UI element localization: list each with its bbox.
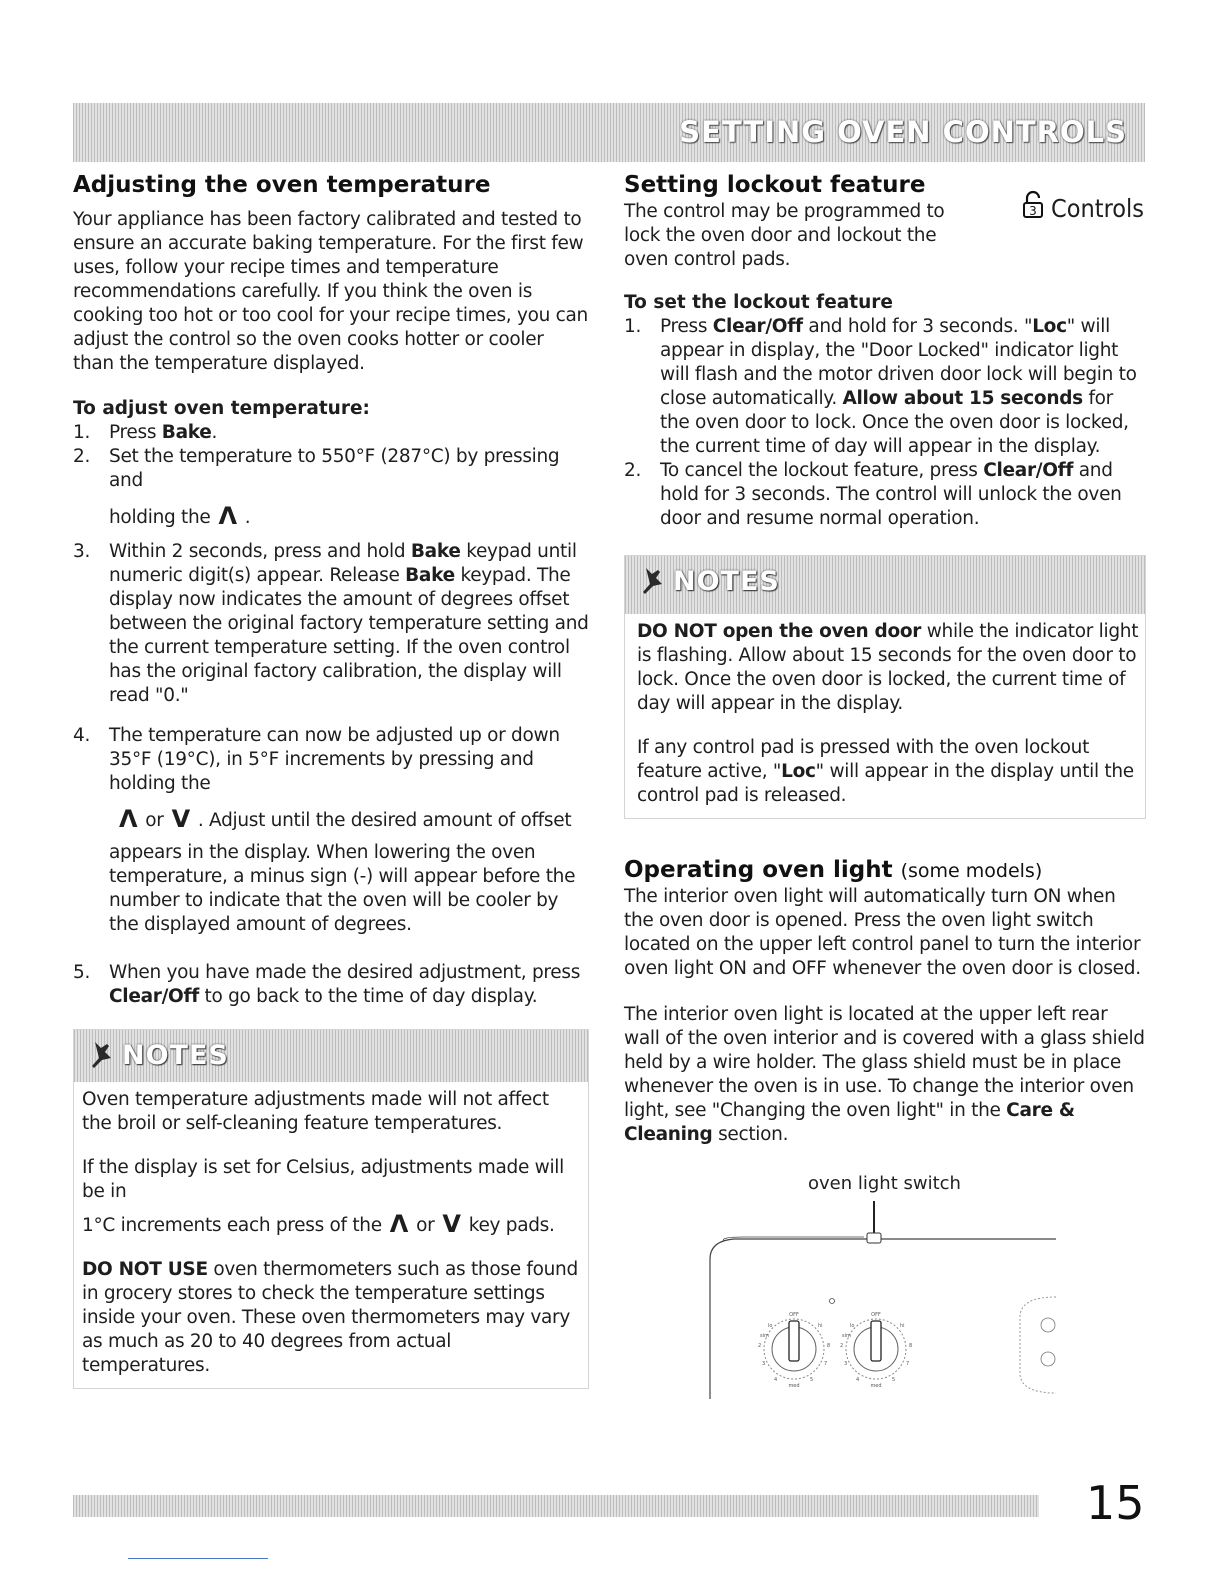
left-column <box>73 172 589 1389</box>
svg-text:med: med <box>870 1383 882 1389</box>
notes-body: Oven temperature adjustments made will not affect the broil or self-cleaning feature temperatures. If the display is set for Celsius, adjustments made will be in 1°C increments each press of the Λ or V key pads. DO NOT USE oven thermometers such as those found in grocery stores to check the temperature settings inside your oven. These oven thermometers may vary as much as 20 to 40 degrees from actual temperatures. <box>82 1089 578 1376</box>
pushpin-icon <box>88 1040 114 1070</box>
adjust-intro: Your appliance has been factory calibrated and tested to ensure an accurate baking temperature. For the first few uses, follow your recipe times and temperature recommendations carefully. If you think the oven is cooking too hot or too cool for your recipe times, you can adjust the control so the oven cooks hotter or cooler than the temperature displayed. <box>73 209 588 374</box>
svg-text:5: 5 <box>810 1377 814 1383</box>
adjust-steps <box>73 421 589 1009</box>
lockout-section <box>624 172 1146 272</box>
bottom-rule <box>128 1558 268 1559</box>
svg-text:OFF: OFF <box>871 1312 881 1318</box>
svg-text:5: 5 <box>892 1377 896 1383</box>
header-band <box>73 103 1145 162</box>
page-title: SETTING OVEN CONTROLS <box>679 115 1127 149</box>
light-switch-icon <box>867 1233 881 1243</box>
notes-title: NOTES <box>673 566 780 597</box>
list-item: 1. Press Bake. <box>73 422 218 443</box>
svg-text:med: med <box>788 1383 800 1389</box>
notes-box-temperature <box>73 1029 589 1389</box>
list-item: 1. Press Clear/Off and hold for 3 seconds. "Loc" will appear in display, the "Door Locked" indicator light will flash and the motor driven door lock will begin to close automatically. Allow about 15 seconds for the oven door to lock. Once the oven door is locked, the current time of day will appear in the display. <box>624 316 1137 457</box>
list-item: 2. Set the temperature to 550°F (287°C) by pressing and holding the Λ . <box>73 446 560 530</box>
knob-right-icon <box>840 1312 912 1389</box>
notes-title: NOTES <box>122 1040 229 1071</box>
section-heading-light: Operating oven light (some models) <box>624 857 1043 883</box>
svg-text:2: 2 <box>840 1343 844 1349</box>
svg-text:sim: sim <box>842 1333 851 1339</box>
svg-text:4: 4 <box>856 1377 860 1383</box>
page-number: 15 <box>1086 1476 1145 1530</box>
control-panel-drawing <box>624 1197 1064 1402</box>
knob-left-icon <box>758 1312 830 1389</box>
lockout-subheading: To set the lockout feature <box>624 292 893 313</box>
adjust-subheading: To adjust oven temperature: <box>73 398 370 419</box>
up-arrow-icon: Λ <box>389 1210 409 1238</box>
svg-text:8: 8 <box>909 1343 913 1349</box>
light-paragraph-2: The interior oven light is located at the upper left rear wall of the oven interior and is covered with a glass shield held by a wire holder. The glass shield must be in place whenever the oven is in use. To change the interior oven light, see "Changing the oven light" in the Care & Cleaning section. <box>624 1004 1145 1145</box>
up-arrow-icon: Λ <box>119 805 138 833</box>
section-heading-lockout: Setting lockout feature <box>624 172 926 198</box>
controls-reference: 3 Controls <box>1022 190 1144 223</box>
right-column <box>624 172 1146 1403</box>
svg-text:OFF: OFF <box>789 1312 799 1318</box>
svg-text:4: 4 <box>774 1377 778 1383</box>
section-heading-adjust: Adjusting the oven temperature <box>73 172 491 198</box>
down-arrow-icon: V <box>442 1210 461 1238</box>
pushpin-icon <box>639 566 665 596</box>
svg-text:3: 3 <box>1029 204 1037 218</box>
svg-text:hi: hi <box>818 1323 823 1329</box>
notes-body: DO NOT open the oven door while the indicator light is flashing. Allow about 15 seconds for the oven door to lock. Once the oven door is locked, the current time of day will appear in the display. If any control pad is pressed with the oven lockout feature active, "Loc" will appear in the display until the control pad is released. <box>637 621 1139 806</box>
svg-text:2: 2 <box>758 1343 762 1349</box>
svg-text:8: 8 <box>827 1343 831 1349</box>
up-arrow-icon: Λ <box>218 502 237 530</box>
lockout-intro: The control may be programmed to lock the oven door and lockout the oven control pads. <box>624 201 945 270</box>
svg-text:7: 7 <box>906 1361 910 1367</box>
light-paragraph-1: The interior oven light will automatically turn ON when the oven door is opened. Press the oven light switch located on the upper left control panel to turn the interior oven light ON and OFF whenever the oven door is closed. <box>624 886 1141 979</box>
list-item: 3. Within 2 seconds, press and hold Bake keypad until numeric digit(s) appear. Release Bake keypad. The display now indicates the amount of degrees offset between the original factory temperature setting and the current temperature setting. If the oven control has the original factory calibration, the display will read "0." <box>73 541 589 706</box>
down-arrow-icon: V <box>171 805 190 833</box>
svg-text:lo: lo <box>768 1323 773 1329</box>
svg-text:3: 3 <box>762 1361 766 1367</box>
notes-header <box>625 556 1145 614</box>
svg-text:7: 7 <box>824 1361 828 1367</box>
notes-header <box>74 1030 588 1082</box>
list-item: 2. To cancel the lockout feature, press Clear/Off and hold for 3 seconds. The control will unlock the oven door and resume normal operation. <box>624 460 1122 529</box>
svg-text:hi: hi <box>900 1323 905 1329</box>
svg-text:sim: sim <box>760 1333 769 1339</box>
svg-text:3: 3 <box>844 1361 848 1367</box>
list-item: 5. When you have made the desired adjustment, press Clear/Off to go back to the time of day display. <box>73 962 581 1007</box>
notes-box-lockout <box>624 555 1146 819</box>
lock-icon <box>1022 190 1044 216</box>
lockout-steps <box>624 315 1146 531</box>
list-item: 4. The temperature can now be adjusted up or down 35°F (19°C), in 5°F increments by pressing and holding the Λ or V . Adjust until the desired amount of offset appears in the display. When lowering the oven temperature, a minus sign (-) will appear before the number to indicate that the oven will be cooler by the displayed amount of degrees. <box>73 725 576 935</box>
footer-band <box>73 1495 1039 1517</box>
svg-text:lo: lo <box>850 1323 855 1329</box>
oven-light-figure <box>624 1173 1064 1403</box>
figure-label: oven light switch <box>808 1173 961 1194</box>
